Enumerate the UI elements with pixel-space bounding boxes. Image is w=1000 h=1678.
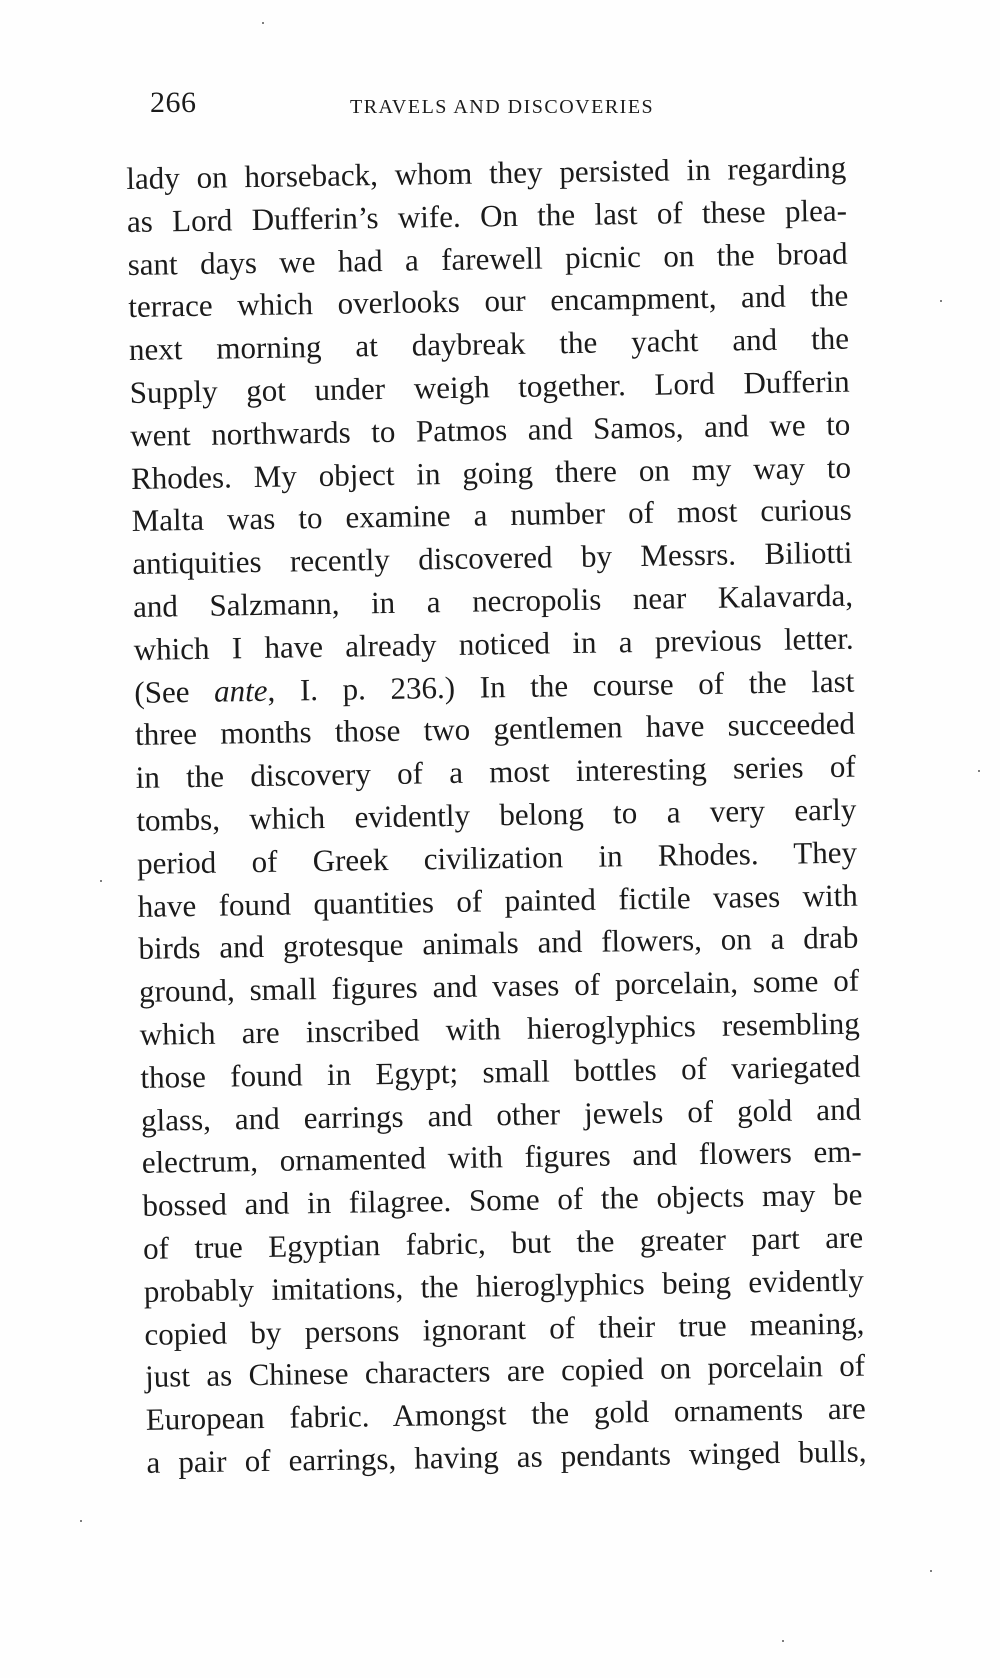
text-line: bossed and in filagree. Some of the objects may be [142,1176,863,1223]
text-line: as Lord Dufferin’s wife. On the last of these plea- [126,192,848,239]
paper-speck [80,1520,82,1522]
text-line: of true Egyptian fabric, but the greater part are [142,1219,864,1266]
text-line: next morning at daybreak the yacht and the [128,320,850,368]
text-line: glass, and earrings and other jewels of gold and [140,1091,862,1138]
text-line: went northwards to Patmos and Samos, and we to [130,406,851,453]
text-line: sant days we had a farewell picnic on the broad [127,235,848,282]
paper-speck [262,22,264,24]
text-line: European fabric. Amongst the gold ornaments are [145,1390,867,1437]
text-line: in the discovery of a most interesting series of [135,748,856,796]
text-line: period of Greek civilization in Rhodes. They [136,834,858,881]
text-line: ground, small figures and vases of porcelain, some of [138,962,860,1010]
text-line: terrace which overlooks our encampment, and the [128,278,849,325]
paper-speck [782,1640,784,1642]
page-number: 266 [150,86,197,119]
text-line: (See ante, I. p. 236.) In the course of the last [134,663,855,710]
text-line: tombs, which evidently belong to a very early [136,791,857,838]
text-line: a pair of earrings, having as pendants winged bulls, [146,1433,867,1480]
text-line: Malta was to examine a number of most curious [131,492,852,539]
text-line: just as Chinese characters are copied on porcelain of [144,1347,866,1395]
paper-speck [978,770,980,772]
italic-word: ante [213,672,268,709]
text-line: electrum, ornamented with figures and flowers em- [141,1133,862,1181]
text-line: Supply got under weigh together. Lord Dufferin [129,363,850,410]
text-line: those found in Egypt; small bottles of variegated [140,1048,861,1095]
paper-speck [940,300,942,302]
paper-speck [100,880,102,882]
body-text [126,147,867,1485]
text-line: three months those two gentlemen have succeeded [134,705,856,753]
text-line: which I have already noticed in a previous letter. [133,620,854,667]
text-line: Rhodes. My object in going there on my way to [130,449,852,496]
text-line: have found quantities of painted fictile vases with [137,877,858,924]
running-title: TRAVELS AND DISCOVERIES [350,96,655,118]
text-line: probably imitations, the hieroglyphics being evidently [143,1262,864,1309]
text-line: copied by persons ignorant of their true meaning, [144,1305,865,1352]
text-line: antiquities recently discovered by Messrs. Biliotti [132,534,853,582]
text-line: lady on horseback, whom they persisted in regarding [126,149,847,196]
text-line: which are inscribed with hieroglyphics resembling [139,1005,860,1052]
running-head [150,86,860,126]
paper-speck [930,1570,932,1572]
text-line: and Salzmann, in a necropolis near Kalavarda, [132,577,854,624]
text-line: birds and grotesque animals and flowers, on a drab [138,919,859,967]
